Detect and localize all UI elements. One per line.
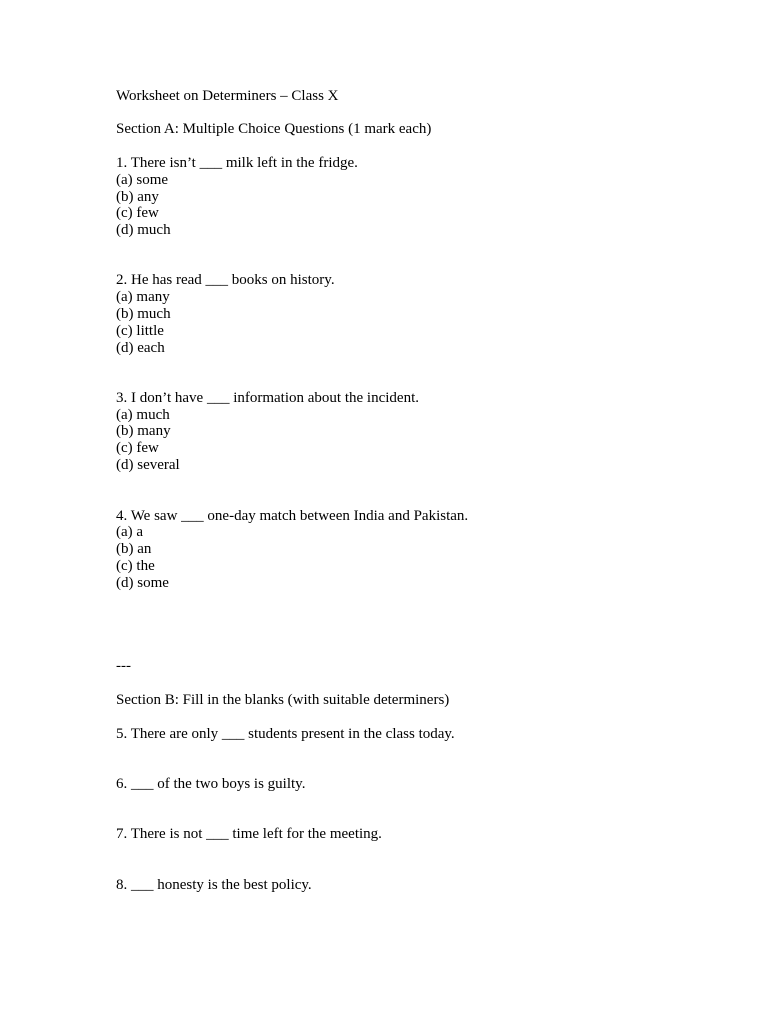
q1-option-d: (d) much (116, 222, 171, 238)
q3-option-c: (c) few (116, 440, 159, 456)
q3-option-d: (d) several (116, 457, 180, 473)
question-3: 3. I don’t have ___ information about the incident. (116, 390, 419, 406)
q4-option-b: (b) an (116, 541, 152, 557)
worksheet-title: Worksheet on Determiners – Class X (116, 88, 339, 104)
q1-option-c: (c) few (116, 205, 159, 221)
question-7: 7. There is not ___ time left for the meeting. (116, 826, 382, 842)
question-4: 4. We saw ___ one-day match between India and Pakistan. (116, 508, 469, 524)
question-6: 6. ___ of the two boys is guilty. (116, 776, 306, 792)
q1-option-a: (a) some (116, 172, 169, 188)
q4-option-d: (d) some (116, 575, 169, 591)
q3-option-a: (a) much (116, 407, 170, 423)
section-separator: --- (116, 658, 131, 674)
q2-option-a: (a) many (116, 289, 170, 305)
question-8: 8. ___ honesty is the best policy. (116, 877, 312, 893)
q2-option-c: (c) little (116, 323, 164, 339)
q2-option-b: (b) much (116, 306, 171, 322)
question-1: 1. There isn’t ___ milk left in the fridge. (116, 155, 358, 171)
q2-option-d: (d) each (116, 340, 165, 356)
q3-option-b: (b) many (116, 423, 171, 439)
q4-option-a: (a) a (116, 524, 144, 540)
q1-option-b: (b) any (116, 189, 159, 205)
question-2: 2. He has read ___ books on history. (116, 272, 335, 288)
section-b-heading: Section B: Fill in the blanks (with suitable determiners) (116, 692, 450, 708)
section-a-heading: Section A: Multiple Choice Questions (1 mark each) (116, 121, 432, 137)
q4-option-c: (c) the (116, 558, 155, 574)
question-5: 5. There are only ___ students present in the class today. (116, 726, 455, 742)
